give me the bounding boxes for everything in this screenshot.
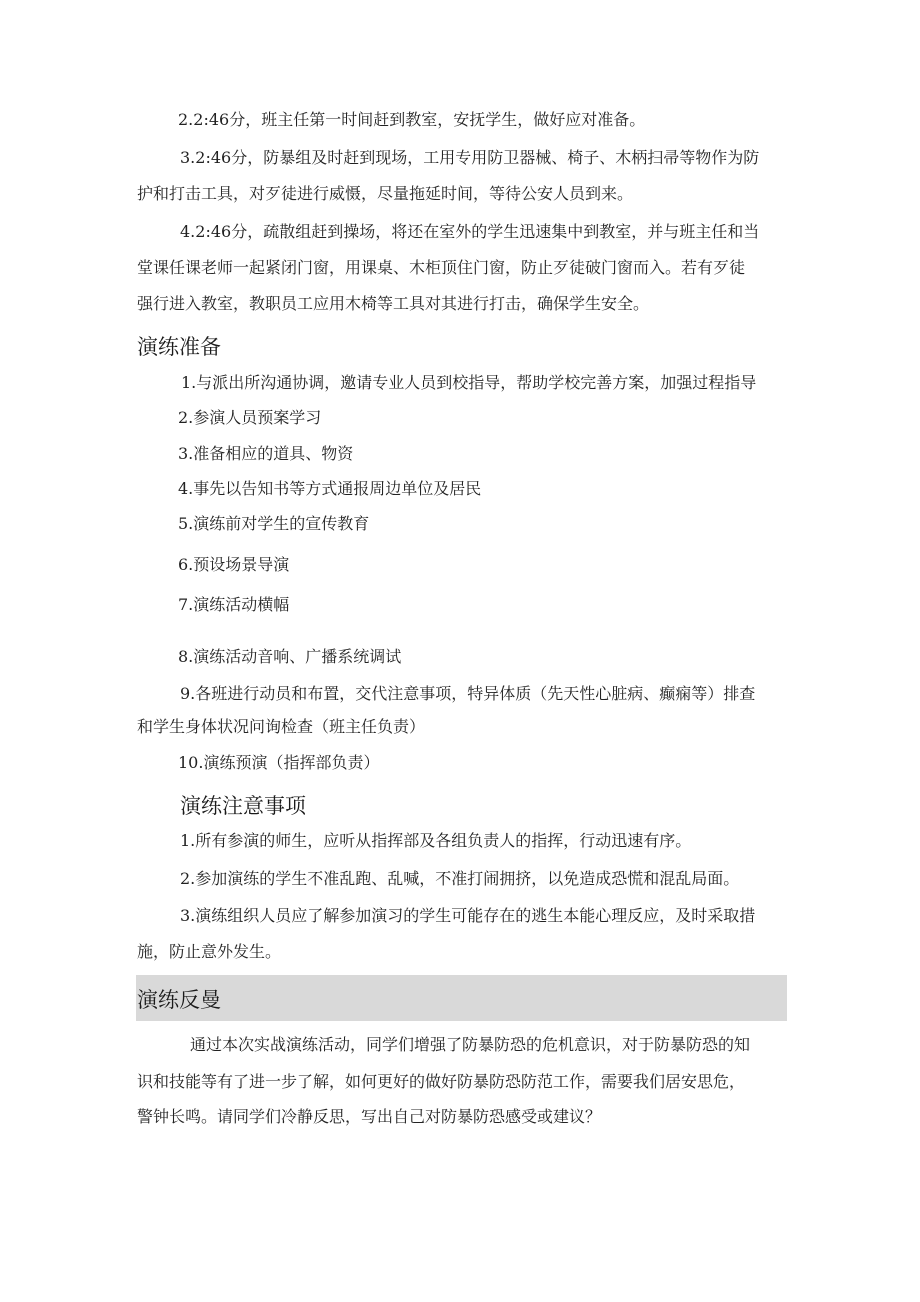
note-2: 2.参加演练的学生不准乱跑、乱喊，不准打闹拥挤，以免造成恐慌和混乱局面。 bbox=[180, 869, 740, 888]
paragraph-step-3-line-2: 护和打击工具，对歹徒进行威慑，尽量拖延时间，等待公安人员到来。 bbox=[137, 184, 634, 203]
paragraph-step-3-line-1: 3.2:46分，防暴组及时赶到现场，工用专用防卫器械、椅子、木柄扫帚等物作为防 bbox=[180, 148, 760, 167]
reflection-line-1: 通过本次实战演练活动，同学们增强了防暴防恐的危机意识，对于防暴防恐的知 bbox=[190, 1035, 751, 1054]
section-heading-notes: 演练注意事项 bbox=[180, 794, 306, 818]
section-heading-reflection: 演练反曼 bbox=[137, 988, 221, 1012]
paragraph-step-2: 2.2:46分，班主任第一时间赶到教室，安抚学生，做好应对准备。 bbox=[178, 110, 646, 129]
prep-item-8: 8.演练活动音响、广播系统调试 bbox=[178, 647, 402, 666]
prep-item-4: 4.事先以告知书等方式通报周边单位及居民 bbox=[178, 479, 482, 498]
prep-item-3: 3.准备相应的道具、物资 bbox=[178, 444, 354, 463]
prep-item-9-line-1: 9.各班进行动员和布置，交代注意事项，特异体质（先天性心脏病、癫痫等）排查 bbox=[180, 684, 756, 703]
prep-item-2: 2.参演人员预案学习 bbox=[178, 408, 322, 427]
note-1: 1.所有参演的师生，应听从指挥部及各组负责人的指挥，行动迅速有序。 bbox=[180, 831, 692, 850]
prep-item-9-line-2: 和学生身体状况问询检查（班主任负责） bbox=[137, 717, 426, 736]
paragraph-step-4-line-2: 堂课任课老师一起紧闭门窗，用课桌、木柜顶住门窗，防止歹徒破门窗而入。若有歹徒 bbox=[137, 258, 746, 277]
section-heading-preparation: 演练准备 bbox=[137, 335, 221, 359]
reflection-line-3: 警钟长鸣。请同学们冷静反思，写出自己对防暴防恐感受或建议？ bbox=[137, 1107, 602, 1126]
prep-item-7: 7.演练活动横幅 bbox=[178, 595, 290, 614]
reflection-line-2: 识和技能等有了进一步了解，如何更好的做好防暴防恐防范工作，需要我们居安思危， bbox=[137, 1072, 746, 1091]
paragraph-step-4-line-1: 4.2:46分，疏散组赶到操场，将还在室外的学生迅速集中到教室，并与班主任和当 bbox=[180, 222, 760, 241]
reflection-heading-bar bbox=[136, 975, 787, 1021]
prep-item-1: 1.与派出所沟通协调，邀请专业人员到校指导，帮助学校完善方案，加强过程指导 bbox=[181, 373, 757, 392]
note-3-line-2: 施，防止意外发生。 bbox=[137, 942, 282, 961]
prep-item-10: 10.演练预演（指挥部负责） bbox=[178, 753, 380, 772]
paragraph-step-4-line-3: 强行进入教室，教职员工应用木椅等工具对其进行打击，确保学生安全。 bbox=[137, 294, 650, 313]
prep-item-5: 5.演练前对学生的宣传教育 bbox=[178, 514, 370, 533]
note-3-line-1: 3.演练组织人员应了解参加演习的学生可能存在的逃生本能心理反应，及时采取措 bbox=[180, 906, 756, 925]
prep-item-6: 6.预设场景导演 bbox=[178, 555, 290, 574]
